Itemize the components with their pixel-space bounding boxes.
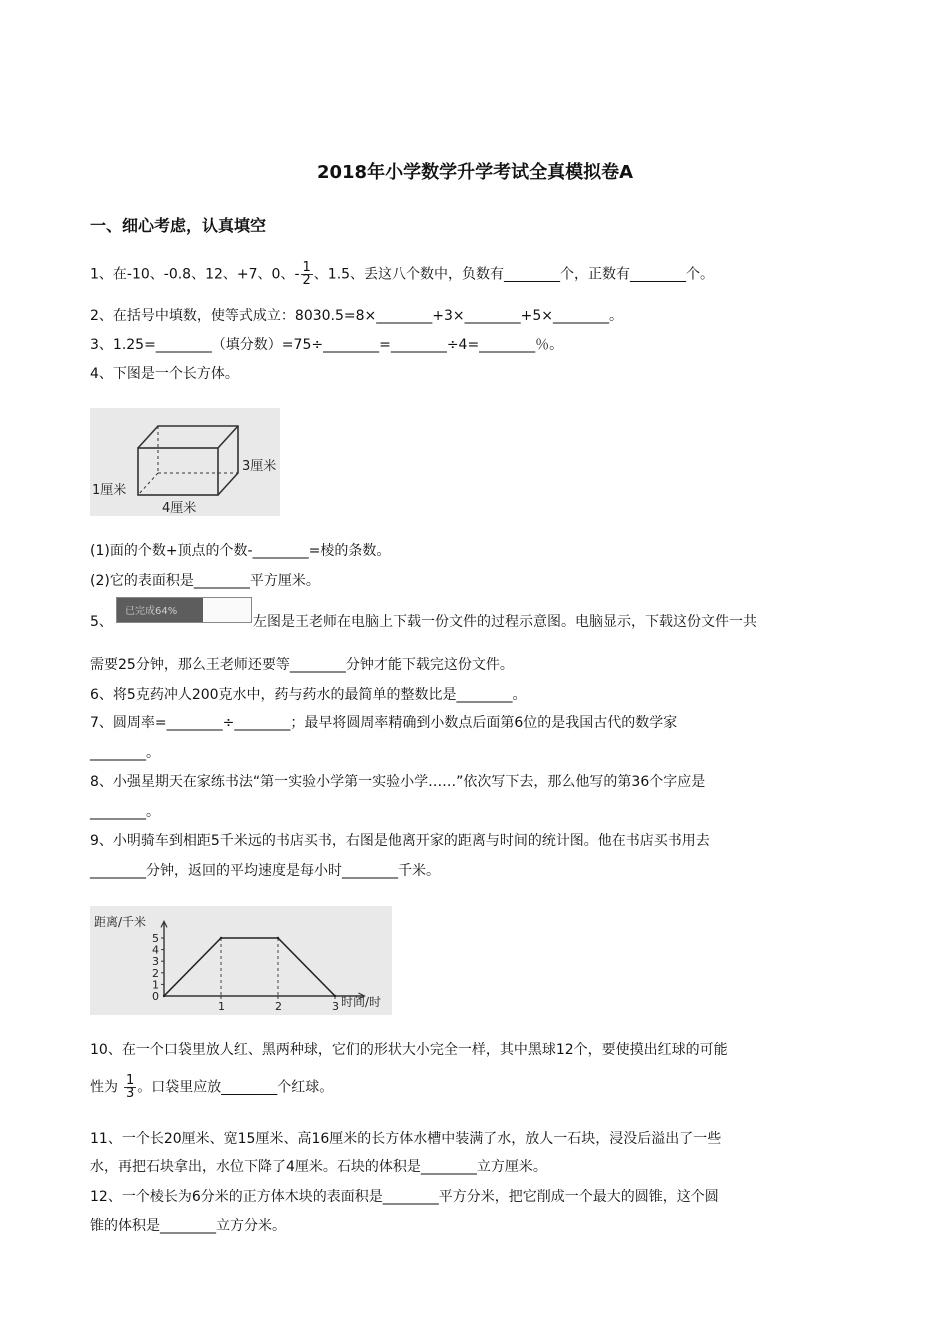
cuboid-back-edges	[138, 426, 238, 495]
data-point	[277, 937, 279, 939]
question-12: 12、一个棱长为6分米的正方体木块的表面积是________平方分米，把它削成一个最大的圆锥，这个圆	[90, 1189, 719, 1205]
x-tick-label: 3	[332, 1000, 339, 1013]
fraction	[124, 1075, 136, 1100]
fraction-denominator: 2	[302, 273, 311, 288]
question-2: 2、在括号中填数，使等式成立：8030.5=8×________+3×________+5×________。	[90, 308, 623, 324]
fraction-denominator: 3	[126, 1086, 135, 1101]
question-text: 。口袋里应放________个红球。	[137, 1079, 334, 1096]
cuboid-front-face	[138, 448, 218, 495]
data-point	[220, 937, 222, 939]
question-11-continued: 水，再把石块拿出，水位下降了4厘米。石块的体积是________立方厘米。	[90, 1159, 547, 1175]
question-4-part-2: (2)它的表面积是________平方厘米。	[90, 573, 320, 589]
question-6: 6、将5克药冲人200克水中，药与药水的最简单的整数比是________。	[90, 687, 527, 703]
question-10-continued	[90, 1075, 333, 1100]
data-point	[334, 995, 336, 997]
fraction-numerator: 1	[126, 1073, 135, 1088]
y-tick-label: 5	[152, 932, 159, 945]
chart-svg	[90, 906, 392, 1015]
cuboid-figure	[90, 408, 280, 516]
question-3: 3、1.25=________（填分数）=75÷________=________÷4=________％。	[90, 337, 564, 353]
question-4: 4、下图是一个长方体。	[90, 366, 239, 382]
question-9-continued: ________分钟，返回的平均速度是每小时________千米。	[90, 863, 440, 879]
question-5-number: 5、	[90, 614, 113, 630]
question-7-continued: ________。	[90, 745, 160, 761]
page-title: 2018年小学数学升学考试全真模拟卷A	[316, 162, 634, 183]
progress-label: 已完成64%	[125, 606, 178, 617]
y-tick-label: 4	[152, 943, 159, 957]
question-12-continued: 锥的体积是________立方分米。	[90, 1218, 286, 1234]
y-axis-label: 距离/千米	[94, 915, 147, 929]
label-width: 1厘米	[92, 483, 127, 498]
question-text: 、1.5、丢这八个数中，负数有________个，正数有________个。	[313, 266, 715, 283]
cuboid-top-edge	[218, 426, 238, 448]
cuboid-drawing	[90, 408, 280, 516]
x-tick-label: 2	[275, 1000, 282, 1013]
distance-time-chart	[90, 906, 392, 1015]
question-1	[90, 262, 714, 287]
section-heading: 一、细心考虑，认真填空	[90, 216, 267, 235]
cuboid-hidden-edge	[138, 473, 158, 495]
y-tick-label: 1	[152, 978, 159, 992]
question-11: 11、一个长20厘米、宽15厘米、高16厘米的长方体水槽中装满了水，放人一石块，浸没后溢出了一些	[90, 1131, 722, 1147]
x-axis-label: 时间/时	[341, 995, 382, 1009]
question-4-part-1: (1)面的个数+顶点的个数-________=棱的条数。	[90, 543, 391, 559]
series-line	[164, 938, 335, 996]
question-7: 7、圆周率=________÷________；最早将圆周率精确到小数点后面第6位的是我国古代的数学家	[90, 715, 678, 731]
y-tick-label: 3	[152, 955, 159, 969]
data-point	[163, 995, 165, 997]
question-9: 9、小明骑车到相距5千米远的书店买书，右图是他离开家的距离与时间的统计图。他在书店买书用去	[90, 833, 710, 849]
fraction-numerator: 1	[302, 260, 311, 275]
y-tick-label: 0	[152, 990, 159, 1003]
question-8: 8、小强星期天在家练书法“第一实验小学第一实验小学……”依次写下去，那么他写的第36个字应是	[90, 774, 706, 790]
y-tick-label: 2	[152, 966, 159, 980]
question-10: 10、在一个口袋里放人红、黑两种球，它们的形状大小完全一样，其中黑球12个，要使摸出红球的可能	[90, 1042, 728, 1058]
label-height: 3厘米	[242, 459, 277, 474]
download-progress-bar	[116, 597, 252, 623]
fraction	[301, 262, 313, 287]
label-length: 4厘米	[162, 501, 197, 516]
question-5: 左图是王老师在电脑上下载一份文件的过程示意图。电脑显示，下载这份文件一共	[253, 614, 757, 630]
question-text: 1、在-10、-0.8、12、+7、0、-	[90, 266, 300, 283]
question-5-continued: 需要25分钟，那么王老师还要等________分钟才能下载完这份文件。	[90, 657, 514, 673]
question-text: 性为	[90, 1079, 118, 1096]
question-8-continued: ________。	[90, 804, 160, 820]
x-tick-label: 1	[218, 1000, 225, 1013]
